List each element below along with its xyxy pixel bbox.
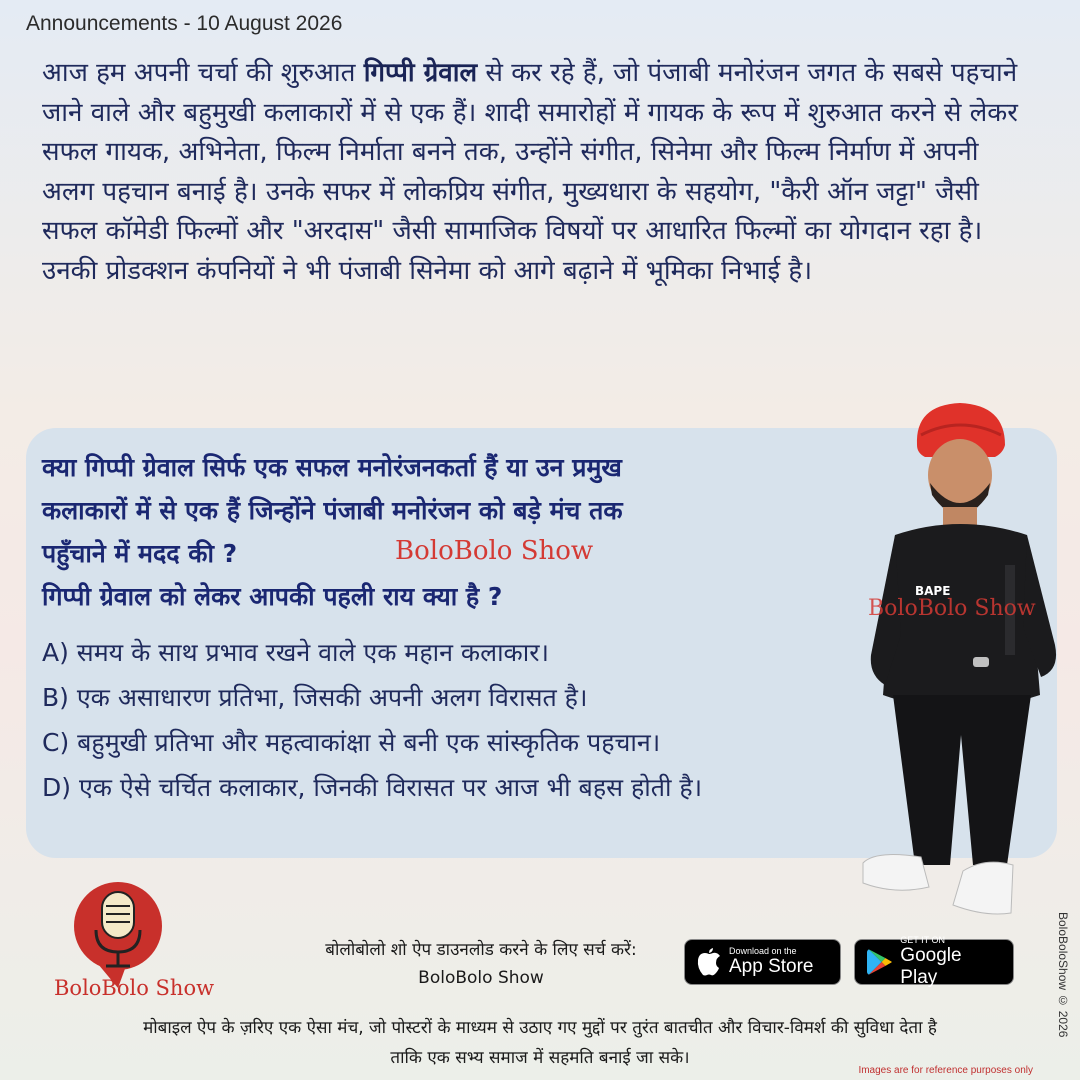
apple-icon bbox=[697, 948, 721, 976]
app-store-label: App Store bbox=[729, 956, 814, 977]
image-disclaimer: Images are for reference purposes only bbox=[858, 1065, 1033, 1076]
intro-pre: आज हम अपनी चर्चा की शुरुआत bbox=[42, 58, 364, 88]
footer-description bbox=[30, 1013, 1050, 1073]
option-c[interactable]: C) बहुमुखी प्रतिभा और महत्वाकांक्षा से बनी एक सांस्कृतिक पहचान। bbox=[42, 728, 661, 757]
watermark-text: BoloBolo Show bbox=[395, 536, 594, 566]
announcement-date: Announcements - 10 August 2026 bbox=[26, 12, 343, 35]
footer-line-2: ताकि एक सभ्य समाज में सहमति बनाई जा सके। bbox=[390, 1048, 690, 1068]
google-play-button[interactable] bbox=[854, 935, 1014, 988]
download-instructions bbox=[296, 936, 666, 992]
download-line-2: BoloBolo Show bbox=[418, 968, 544, 988]
footer-line-1: मोबाइल ऐप के ज़रिए एक ऐसा मंच, जो पोस्टरों के माध्यम से उठाए गए मुद्दों पर तुरंत बातचीत और विचार-विमर्श की सुविधा देता है bbox=[143, 1018, 937, 1038]
copyright-vertical: BoloBoloShow © 2026 bbox=[1056, 912, 1070, 1038]
question-line-3: पहुँचाने में मदद की ? bbox=[42, 539, 238, 568]
artist-name: गिप्पी ग्रेवाल bbox=[363, 58, 478, 88]
option-b[interactable]: B) एक असाधारण प्रतिभा, जिसकी अपनी अलग विरासत है। bbox=[42, 683, 588, 712]
question-line-2: कलाकारों में से एक हैं जिन्होंने पंजाबी मनोरंजन को बड़े मंच तक bbox=[42, 496, 623, 525]
app-store-button[interactable] bbox=[684, 939, 841, 985]
answer-options bbox=[42, 630, 872, 810]
artist-illustration bbox=[855, 395, 1075, 940]
intro-post: से कर रहे हैं, जो पंजाबी मनोरंजन जगत के सबसे पहचाने जाने वाले और बहुमुखी कलाकारों में से एक हैं। शादी समारोहों में गायक के रूप में शुरुआत करने से लेकर सफल गायक, अभिनेता, फिल्म निर्माता बनने तक, उन्होंने संगीत, सिनेमा और फिल्म निर्माण में अपनी अलग पहचान बनाई है। उनके सफर में लोकप्रिय संगीत, मुख्यधारा के सहयोग, "कैरी ऑन जट्टा" जैसी सफल कॉमेडी फिल्मों और "अरदास" जैसी सामाजिक विषयों पर आधारित फिल्मों का योगदान रहा है। उनकी प्रोडक्शन कंपनियों ने भी पंजाबी सिनेमा को आगे बढ़ाने में भूमिका निभाई है। bbox=[42, 58, 1018, 286]
google-play-icon bbox=[867, 948, 892, 976]
sweatshirt-logo: BAPE bbox=[915, 584, 951, 598]
google-play-small: GET IT ON bbox=[900, 935, 945, 945]
app-store-small: Download on the bbox=[729, 946, 797, 956]
logo-text: BoloBolo Show bbox=[54, 976, 215, 1000]
google-play-label: Google Play bbox=[900, 945, 962, 988]
option-a[interactable]: A) समय के साथ प्रभाव रखने वाले एक महान कलाकार। bbox=[42, 638, 549, 667]
figure-watermark: BoloBolo Show bbox=[868, 596, 1036, 621]
download-line-1: बोलोबोलो शो ऐप डाउनलोड करने के लिए सर्च करें: bbox=[325, 940, 637, 960]
question-line-1: क्या गिप्पी ग्रेवाल सिर्फ एक सफल मनोरंजनकर्ता हैं या उन प्रमुख bbox=[42, 453, 622, 482]
question-line-4: गिप्पी ग्रेवाल को लेकर आपकी पहली राय क्या है ? bbox=[42, 582, 503, 611]
option-d[interactable]: D) एक ऐसे चर्चित कलाकार, जिनकी विरासत पर आज भी बहस होती है। bbox=[42, 773, 703, 802]
question-text bbox=[42, 446, 842, 618]
intro-paragraph bbox=[42, 54, 1032, 291]
